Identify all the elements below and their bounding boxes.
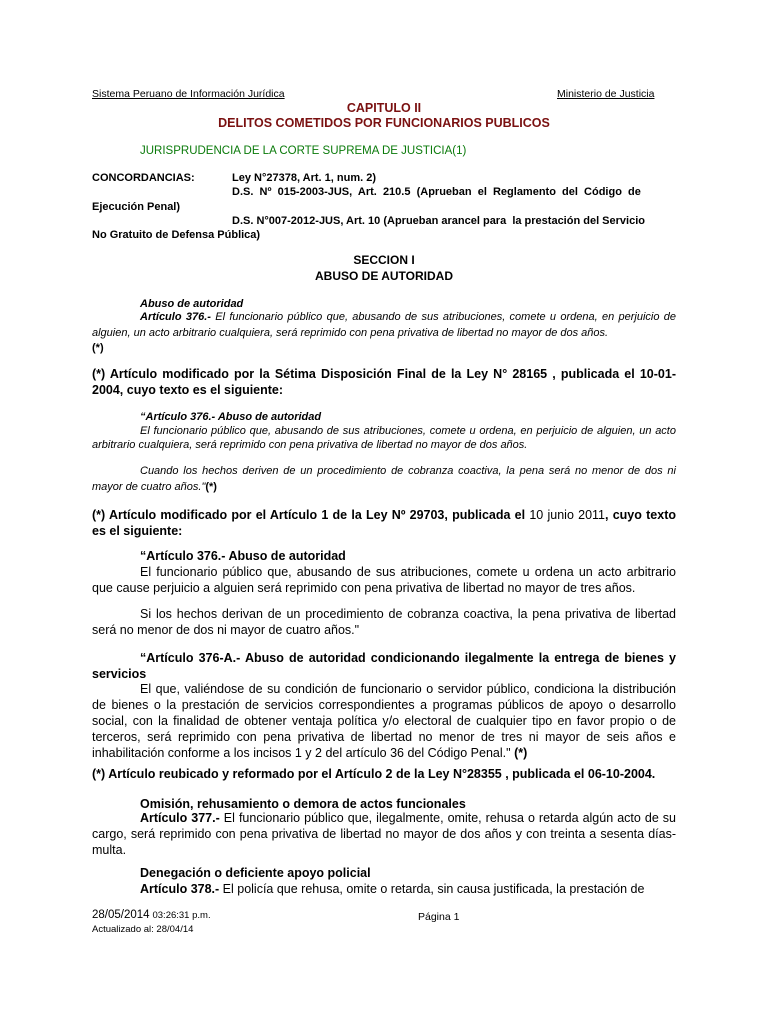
concordancia-1: Ley N°27378, Art. 1, num. 2) bbox=[232, 172, 376, 184]
art376-original-text bbox=[92, 310, 676, 341]
art376-2011-p1: El funcionario público que, abusando de sus atribuciones, comete u ordena un acto arbitrario que cause perjuicio a alguien será reprimido con pena privativa de libertad no mayor de tres años. bbox=[92, 565, 676, 595]
art377-label: Artículo 377.- bbox=[140, 811, 220, 825]
art376-2011-title: “Artículo 376.- Abuso de autoridad bbox=[140, 549, 346, 563]
footer-page-number: Página 1 bbox=[418, 911, 460, 923]
concordancia-2-cont: Ejecución Penal) bbox=[92, 201, 181, 213]
footer-updated: Actualizado al: 28/04/14 bbox=[92, 924, 194, 935]
modification-note-1: (*) Artículo modificado por la Sétima Disposición Final de la Ley N° 28165 , publicada el 10-01-2004, cuyo texto es el siguiente: bbox=[92, 367, 676, 397]
art376A-text bbox=[92, 681, 676, 761]
art376-2011-p2: Si los hechos derivan de un procedimiento de cobranza coactiva, la pena privativa de libertad será no menor de dos ni mayor de cuatro años." bbox=[92, 607, 676, 637]
art376-body: El funcionario público que, abusando de sus atribuciones, comete u ordena, en perjuicio de alguien, un acto arbitrario cualquiera, será reprimido con pena privativa de libertad no mayor de dos años. bbox=[92, 311, 676, 339]
art376A-mark[interactable]: (*) bbox=[514, 746, 528, 760]
art377-heading: Omisión, rehusamiento o demora de actos funcionales bbox=[140, 797, 466, 811]
art378-label: Artículo 378.- bbox=[140, 882, 220, 896]
art376-2004-p2 bbox=[92, 464, 676, 495]
concordancia-2: D.S. Nº 015-2003-JUS, Art. 210.5 (Aprueban el Reglamento del Código de bbox=[232, 186, 641, 198]
art376-2004-p1: El funcionario público que, abusando de sus atribuciones, comete u ordena, en perjuicio de alguien, un acto arbitrario cualquiera, será reprimido con pena privativa de libertad no mayor de dos años. bbox=[92, 425, 676, 451]
note2-part1: (*) Artículo modificado por el Artículo 1 de la Ley Nº 29703, publicada el bbox=[92, 508, 530, 522]
art376A-title: “Artículo 376-A.- Abuso de autoridad condicionando ilegalmente la entrega de bienes y servicios bbox=[92, 651, 676, 681]
note2-date: 10 junio 2011 bbox=[529, 508, 606, 522]
art376A-body: El que, valiéndose de su condición de funcionario o servidor público, condiciona la distribución de bienes o la prestación de servicios correspondientes a programas públicos de apoyo o desarrollo social, con la finalidad de obtener ventaja política y/o electoral de cualquier tipo en favor propio o de terceros, será reprimido con pena privativa de libertad no menor de tres ni mayor de seis años e inhabilitación conforme a los incisos 1 y 2 del artículo 36 del Código Penal." bbox=[92, 682, 676, 760]
art376-2004-p2-text: Cuando los hechos deriven de un procedimiento de cobranza coactiva, la pena será no menor de dos ni mayor de cuatro años." bbox=[92, 465, 676, 493]
art376-original-mark[interactable]: (*) bbox=[92, 342, 104, 354]
art378-body: El policía que rehusa, omite o retarda, sin causa justificada, la prestación de bbox=[219, 882, 645, 896]
note2-part2: , cuyo texto es el siguiente: bbox=[92, 508, 676, 538]
art376-2004-mark[interactable]: (*) bbox=[205, 480, 217, 493]
section-number: SECCION I bbox=[353, 253, 415, 267]
art378-text bbox=[92, 881, 676, 897]
concordancia-3-cont: No Gratuito de Defensa Pública) bbox=[92, 229, 261, 241]
footer-date: 28/05/2014 bbox=[92, 909, 150, 921]
concordancias-label: CONCORDANCIAS: bbox=[92, 172, 195, 184]
modification-note-2 bbox=[92, 507, 676, 539]
footer-datetime bbox=[92, 909, 211, 921]
art376-heading: Abuso de autoridad bbox=[140, 298, 244, 310]
footer-time: 03:26:31 p.m. bbox=[152, 910, 211, 921]
jurisprudence-link[interactable]: JURISPRUDENCIA DE LA CORTE SUPREMA DE JUSTICIA(1) bbox=[140, 145, 467, 157]
modification-note-3: (*) Artículo reubicado y reformado por el Artículo 2 de la Ley N°28355 , publicada el 06-10-2004. bbox=[92, 767, 656, 781]
chapter-number: CAPITULO II bbox=[346, 101, 422, 115]
chapter-title: DELITOS COMETIDOS POR FUNCIONARIOS PUBLICOS bbox=[218, 116, 550, 130]
concordancia-3: D.S. N°007-2012-JUS, Art. 10 (Aprueban arancel para la prestación del Servicio bbox=[232, 215, 645, 227]
art378-heading: Denegación o deficiente apoyo policial bbox=[140, 866, 371, 880]
header-left: Sistema Peruano de Información Jurídica bbox=[92, 88, 285, 100]
art376-2004-title: “Artículo 376.- Abuso de autoridad bbox=[140, 411, 322, 423]
art377-text bbox=[92, 810, 676, 858]
header-right: Ministerio de Justicia bbox=[557, 88, 655, 100]
art377-body: El funcionario público que, ilegalmente, omite, rehusa o retarda algún acto de su cargo, será reprimido con pena privativa de libertad no mayor de dos años y con treinta a sesenta días-multa. bbox=[92, 811, 677, 857]
section-title: ABUSO DE AUTORIDAD bbox=[314, 269, 453, 283]
art376-label: Artículo 376.- bbox=[140, 311, 211, 323]
